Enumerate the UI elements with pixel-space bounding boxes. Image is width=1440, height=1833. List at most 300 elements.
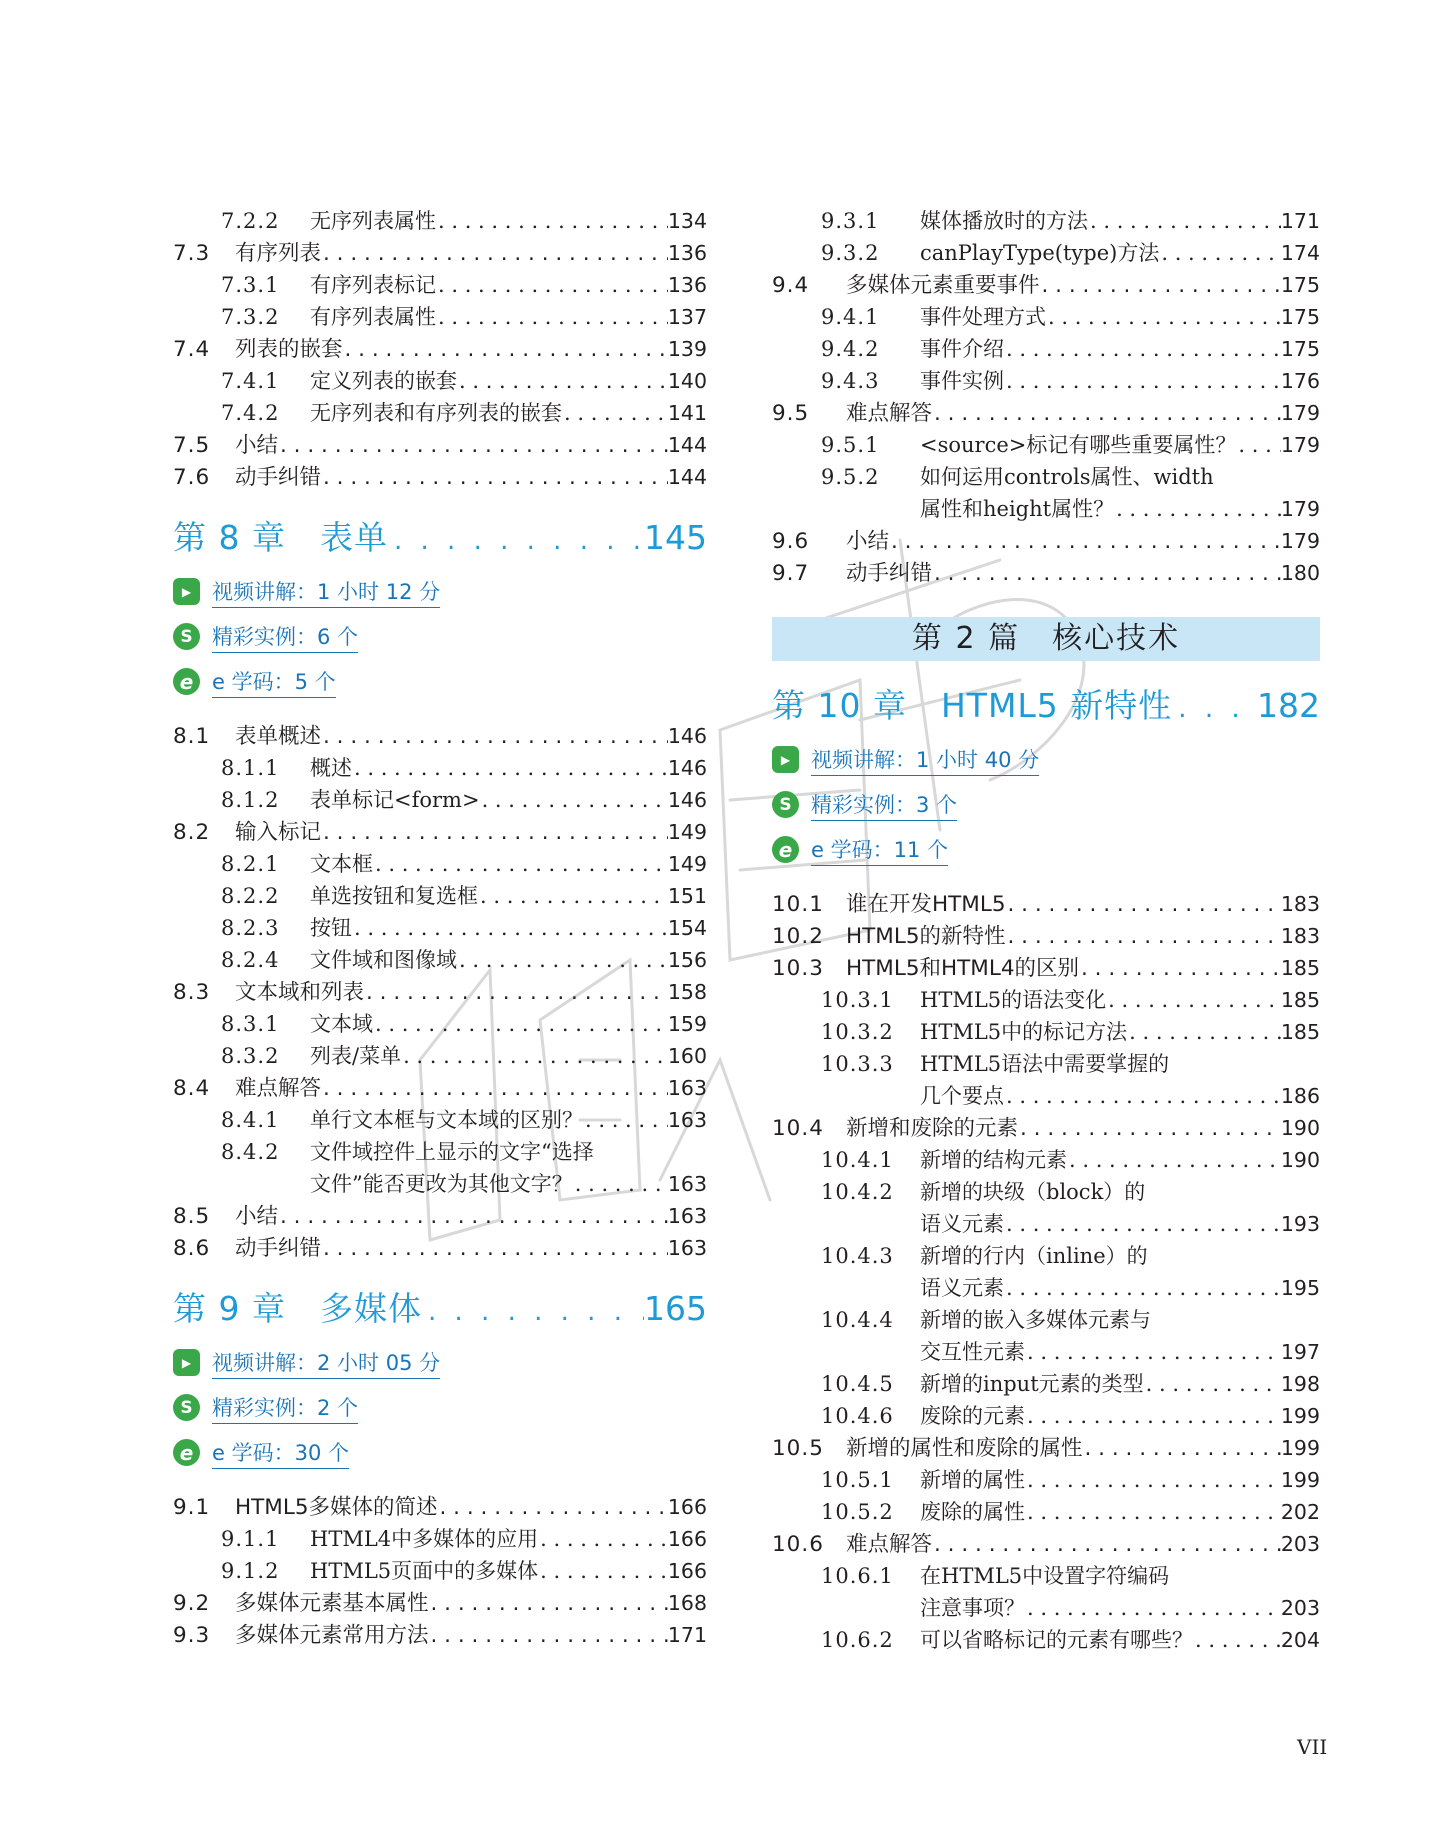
entry-number: 8.3.1 xyxy=(221,1012,280,1036)
toc-subsection-entry[interactable] xyxy=(772,1624,1320,1656)
toc-subsection-entry[interactable] xyxy=(772,1400,1320,1432)
leader-dots xyxy=(373,1008,668,1040)
toc-subsection-entry[interactable] xyxy=(772,1016,1320,1048)
entry-title: HTML5和HTML4的区别 xyxy=(846,956,1080,981)
toc-section-entry[interactable] xyxy=(173,461,707,493)
toc-subsection-entry[interactable] xyxy=(173,301,707,333)
entry-page: 175 xyxy=(1280,305,1320,329)
leader-dots xyxy=(1127,1016,1281,1048)
examples-link-label: 精彩实例：6 个 xyxy=(212,621,358,653)
chapter-page: 182 xyxy=(1257,686,1320,725)
entry-title: 表单标记<form> xyxy=(310,788,480,812)
entry-title: 动手纠错 xyxy=(235,1236,322,1261)
entry-page: 136 xyxy=(667,273,707,297)
entry-page: 166 xyxy=(667,1527,707,1551)
entry-number: 9.5.1 xyxy=(821,433,880,457)
entry-title: 单选按钮和复选框 xyxy=(310,884,478,908)
entry-number: 10.4.5 xyxy=(821,1372,894,1396)
toc-subsection-entry[interactable] xyxy=(173,784,707,816)
entry-number: 8.3 xyxy=(173,980,211,1005)
leader-dots xyxy=(1144,1368,1281,1400)
leader-dots xyxy=(457,365,668,397)
entry-number: 9.1.1 xyxy=(221,1527,280,1551)
entry-number: 8.4.2 xyxy=(221,1140,280,1164)
entry-title: 概述 xyxy=(310,756,352,780)
examples-link[interactable] xyxy=(772,782,1320,827)
part-banner: 第 2 篇 核心技术 xyxy=(772,617,1320,661)
toc-section-entry[interactable] xyxy=(173,333,707,365)
entry-title: 列表的嵌套 xyxy=(235,337,343,362)
entry-page: 146 xyxy=(667,788,707,812)
toc-subsection-entry[interactable] xyxy=(772,237,1320,269)
toc-section-entry[interactable] xyxy=(772,557,1320,589)
leader-dots xyxy=(373,848,668,880)
entry-number: 9.3 xyxy=(173,1623,211,1648)
entry-number: 7.6 xyxy=(173,465,211,490)
entry-title-continued: 几个要点 xyxy=(920,1084,1004,1108)
entry-title-continued: 属性和height属性？ xyxy=(920,497,1115,521)
entry-title: 定义列表的嵌套 xyxy=(310,369,457,393)
entry-title: 新增的属性 xyxy=(920,1468,1025,1492)
entry-title: 新增的input元素的类型 xyxy=(920,1372,1144,1396)
leader-dots xyxy=(889,526,1281,558)
entry-number: 8.4.1 xyxy=(221,1108,280,1132)
entry-number: 9.1 xyxy=(173,1495,211,1520)
toc-section-entry[interactable] xyxy=(173,237,707,269)
entry-title: 难点解答 xyxy=(846,1532,933,1557)
entry-number: 9.4 xyxy=(772,273,810,298)
entry-title: 无序列表属性 xyxy=(310,209,436,233)
examples-link[interactable] xyxy=(173,614,707,659)
entry-page: 163 xyxy=(667,1108,707,1132)
leader-dots xyxy=(583,1104,668,1136)
entry-page: 163 xyxy=(667,1076,707,1100)
leader-dots xyxy=(1083,1433,1281,1465)
entry-title: 小结 xyxy=(235,433,279,458)
chapter-resources xyxy=(173,1340,707,1475)
e-circle-icon: e xyxy=(772,836,799,863)
entry-number: 10.4.2 xyxy=(821,1180,894,1204)
entry-page: 149 xyxy=(667,852,707,876)
leader-dots xyxy=(1114,493,1281,525)
entry-number: 9.1.2 xyxy=(221,1559,280,1583)
leader-dots xyxy=(1004,1208,1281,1240)
entry-number: 7.3.2 xyxy=(221,305,280,329)
entry-number: 8.1 xyxy=(173,724,211,749)
entry-title: 动手纠错 xyxy=(846,561,933,586)
toc-subsection-entry[interactable] xyxy=(173,365,707,397)
leader-dots xyxy=(321,817,668,849)
toc-left-column xyxy=(173,205,707,1651)
toc-subsection-entry[interactable] xyxy=(772,301,1320,333)
entry-page: 144 xyxy=(667,465,707,489)
tv-play-icon: ▶ xyxy=(173,1349,200,1376)
entry-title: 小结 xyxy=(846,529,890,554)
leader-dots xyxy=(1159,237,1281,269)
entry-page: 198 xyxy=(1280,1372,1320,1396)
toc-subsection-entry[interactable] xyxy=(173,269,707,301)
entry-title: HTML5多媒体的简述 xyxy=(235,1495,438,1520)
entry-page: 163 xyxy=(667,1236,707,1260)
entry-page: 179 xyxy=(1280,497,1320,521)
entry-number: 9.3.1 xyxy=(821,209,880,233)
toc-subsection-entry[interactable] xyxy=(772,333,1320,365)
video-link[interactable] xyxy=(772,737,1320,782)
entry-page: 151 xyxy=(667,884,707,908)
leader-dots xyxy=(321,238,668,270)
leader-dots xyxy=(436,269,668,301)
entry-number: 8.2 xyxy=(173,820,211,845)
chapter-heading[interactable] xyxy=(772,679,1320,733)
entry-page: 179 xyxy=(1280,433,1320,457)
toc-subsection-entry[interactable] xyxy=(772,1496,1320,1528)
entry-title: 在HTML5中设置字符编码 xyxy=(920,1564,1170,1588)
entry-number: 10.4.1 xyxy=(821,1148,894,1172)
toc-section-entry[interactable] xyxy=(772,269,1320,301)
entry-number: 9.3.2 xyxy=(821,241,880,265)
toc-subsection-entry[interactable] xyxy=(772,365,1320,397)
entry-title: HTML5的新特性 xyxy=(846,924,1006,949)
entry-page: 202 xyxy=(1280,1500,1320,1524)
toc-subsection-entry[interactable] xyxy=(173,752,707,784)
toc-subsection-entry[interactable] xyxy=(772,1176,1320,1240)
chapter-heading[interactable] xyxy=(173,1282,707,1336)
leader-dots xyxy=(436,205,668,237)
entry-title: 新增的属性和废除的属性 xyxy=(846,1436,1083,1461)
leader-dots xyxy=(480,784,668,816)
entry-title: 事件实例 xyxy=(920,369,1004,393)
entry-number: 8.2.2 xyxy=(221,884,280,908)
chapter-leader-dots xyxy=(422,1285,644,1339)
leader-dots xyxy=(932,558,1281,590)
entry-title: <source>标记有哪些重要属性？ xyxy=(920,433,1237,457)
entry-page: 183 xyxy=(1280,924,1320,948)
entry-number: 10.1 xyxy=(772,892,824,917)
toc-section-entry[interactable] xyxy=(772,525,1320,557)
entry-title: 小结 xyxy=(235,1204,279,1229)
toc-subsection-entry[interactable] xyxy=(173,1040,707,1072)
entry-page: 199 xyxy=(1280,1468,1320,1492)
toc-section-entry[interactable] xyxy=(173,1200,707,1232)
chapter-resources xyxy=(173,569,707,704)
entry-page: 166 xyxy=(667,1495,707,1519)
examples-link-label: 精彩实例：2 个 xyxy=(212,1392,358,1424)
entry-title-continued: 文件”能否更改为其他文字？ xyxy=(310,1172,573,1196)
leader-dots xyxy=(1040,270,1281,302)
toc-section-entry[interactable] xyxy=(772,1112,1320,1144)
entry-title-continued: 语义元素 xyxy=(920,1276,1004,1300)
toc-section-entry[interactable] xyxy=(173,1587,707,1619)
entry-number: 10.5.2 xyxy=(821,1500,894,1524)
toc-subsection-entry[interactable] xyxy=(173,1136,707,1200)
toc-subsection-entry[interactable] xyxy=(173,880,707,912)
chapter-title: 第 8 章 表单 xyxy=(173,518,388,557)
entry-title: 输入标记 xyxy=(235,820,322,845)
entry-page: 159 xyxy=(667,1012,707,1036)
ecode-link[interactable] xyxy=(173,659,707,704)
entry-number: 8.6 xyxy=(173,1236,211,1261)
video-link-label: 视频讲解：1 小时 40 分 xyxy=(811,744,1039,776)
entry-title: 难点解答 xyxy=(235,1076,322,1101)
entry-number: 10.6.2 xyxy=(821,1628,894,1652)
entry-title: HTML4中多媒体的应用 xyxy=(310,1527,539,1551)
entry-page: 179 xyxy=(1280,529,1320,553)
chapter-heading[interactable] xyxy=(173,511,707,565)
entry-number: 7.3.1 xyxy=(221,273,280,297)
leader-dots xyxy=(1006,921,1281,953)
entry-title: 列表/菜单 xyxy=(310,1044,402,1068)
leader-dots xyxy=(1004,1080,1281,1112)
entry-page: 144 xyxy=(667,433,707,457)
entry-page: 136 xyxy=(667,241,707,265)
entry-number: 8.1.1 xyxy=(221,756,280,780)
toc-subsection-entry[interactable] xyxy=(173,1104,707,1136)
leader-dots xyxy=(1106,984,1281,1016)
leader-dots xyxy=(1006,889,1281,921)
toc-subsection-entry[interactable] xyxy=(772,1240,1320,1304)
entry-number: 10.3.1 xyxy=(821,988,894,1012)
entry-number: 9.4.2 xyxy=(821,337,880,361)
entry-page: 163 xyxy=(667,1204,707,1228)
leader-dots xyxy=(538,1523,668,1555)
s-circle-icon: S xyxy=(173,1394,200,1421)
toc-section-entry[interactable] xyxy=(772,920,1320,952)
leader-dots xyxy=(321,1233,668,1265)
chapter-leader-dots xyxy=(388,514,644,568)
tv-play-icon: ▶ xyxy=(173,578,200,605)
toc-subsection-entry[interactable] xyxy=(173,944,707,976)
entry-page: 156 xyxy=(667,948,707,972)
leader-dots xyxy=(1004,365,1281,397)
toc-section-entry[interactable] xyxy=(173,1619,707,1651)
entry-title: 文件域控件上显示的文字“选择 xyxy=(310,1140,594,1164)
page-number: VII xyxy=(1297,1735,1328,1759)
entry-title: 废除的属性 xyxy=(920,1500,1025,1524)
entry-title: 无序列表和有序列表的嵌套 xyxy=(310,401,562,425)
toc-section-entry[interactable] xyxy=(173,976,707,1008)
entry-page: 185 xyxy=(1280,956,1320,980)
leader-dots xyxy=(321,721,668,753)
toc-section-entry[interactable] xyxy=(173,1072,707,1104)
entry-page: 141 xyxy=(667,401,707,425)
entry-page: 140 xyxy=(667,369,707,393)
entry-page: 146 xyxy=(667,756,707,780)
leader-dots xyxy=(401,1040,668,1072)
entry-page: 149 xyxy=(667,820,707,844)
chapter-leader-dots xyxy=(1172,682,1257,736)
entry-page: 199 xyxy=(1280,1436,1320,1460)
entry-page: 203 xyxy=(1280,1596,1320,1620)
entry-title-continued: 注意事项？ xyxy=(920,1596,1025,1620)
entry-title: 新增的嵌入多媒体元素与 xyxy=(920,1308,1151,1332)
leader-dots xyxy=(278,430,668,462)
leader-dots xyxy=(478,880,668,912)
entry-page: 163 xyxy=(667,1172,707,1196)
toc-section-entry[interactable] xyxy=(173,720,707,752)
entry-title: 多媒体元素基本属性 xyxy=(235,1591,429,1616)
entry-title: 文本域 xyxy=(310,1012,373,1036)
toc-subsection-entry[interactable] xyxy=(772,205,1320,237)
entry-title: 单行文本框与文本域的区别？ xyxy=(310,1108,583,1132)
entry-title: 按钮 xyxy=(310,916,352,940)
toc-section-entry[interactable] xyxy=(173,1232,707,1264)
leader-dots xyxy=(1193,1624,1281,1656)
leader-dots xyxy=(438,1492,668,1524)
toc-subsection-entry[interactable] xyxy=(173,1555,707,1587)
entry-number: 8.2.1 xyxy=(221,852,280,876)
entry-page: 146 xyxy=(667,724,707,748)
leader-dots xyxy=(429,1620,668,1652)
entry-title: 有序列表 xyxy=(235,241,322,266)
video-link[interactable] xyxy=(173,569,707,614)
toc-subsection-entry[interactable] xyxy=(772,1368,1320,1400)
leader-dots xyxy=(573,1168,668,1200)
e-circle-icon: e xyxy=(173,668,200,695)
toc-subsection-entry[interactable] xyxy=(772,984,1320,1016)
leader-dots xyxy=(429,1588,668,1620)
entry-number: 10.4.3 xyxy=(821,1244,894,1268)
toc-subsection-entry[interactable] xyxy=(173,1523,707,1555)
leader-dots xyxy=(1079,953,1281,985)
entry-title: 新增的结构元素 xyxy=(920,1148,1067,1172)
entry-title: 表单概述 xyxy=(235,724,322,749)
entry-page: 160 xyxy=(667,1044,707,1068)
entry-page: 176 xyxy=(1280,369,1320,393)
entry-number: 7.4 xyxy=(173,337,211,362)
entry-page: 204 xyxy=(1280,1628,1320,1652)
entry-number: 9.7 xyxy=(772,561,810,586)
entry-number: 8.2.4 xyxy=(221,948,280,972)
entry-title: HTML5语法中需要掌握的 xyxy=(920,1052,1170,1076)
entry-page: 190 xyxy=(1280,1116,1320,1140)
leader-dots xyxy=(1088,205,1281,237)
leader-dots xyxy=(352,752,668,784)
entry-number: 7.4.1 xyxy=(221,369,280,393)
entry-title: HTML5中的标记方法 xyxy=(920,1020,1128,1044)
entry-title: 新增和废除的元素 xyxy=(846,1116,1019,1141)
toc-subsection-entry[interactable] xyxy=(772,429,1320,461)
toc-section-entry[interactable] xyxy=(173,429,707,461)
entry-title: 多媒体元素常用方法 xyxy=(235,1623,429,1648)
s-circle-icon: S xyxy=(772,791,799,818)
entry-title: 可以省略标记的元素有哪些？ xyxy=(920,1628,1193,1652)
entry-page: 154 xyxy=(667,916,707,940)
toc-section-entry[interactable] xyxy=(772,397,1320,429)
toc-subsection-entry[interactable] xyxy=(173,848,707,880)
video-link-label: 视频讲解：1 小时 12 分 xyxy=(212,576,440,608)
leader-dots xyxy=(1067,1144,1281,1176)
entry-number: 10.2 xyxy=(772,924,824,949)
video-link[interactable] xyxy=(173,1340,707,1385)
leader-dots xyxy=(364,977,668,1009)
toc-subsection-entry[interactable] xyxy=(772,461,1320,525)
entry-number: 10.6 xyxy=(772,1532,824,1557)
entry-title: 文本框 xyxy=(310,852,373,876)
entry-number: 9.5.2 xyxy=(821,465,880,489)
entry-title-continued: 语义元素 xyxy=(920,1212,1004,1236)
toc-subsection-entry[interactable] xyxy=(772,1304,1320,1368)
entry-page: 158 xyxy=(667,980,707,1004)
leader-dots xyxy=(343,334,668,366)
entry-number: 9.4.3 xyxy=(821,369,880,393)
toc-subsection-entry[interactable] xyxy=(173,397,707,429)
entry-page: 171 xyxy=(667,1623,707,1647)
entry-number: 10.3.3 xyxy=(821,1052,894,1076)
toc-section-entry[interactable] xyxy=(772,1432,1320,1464)
entry-title: 事件处理方式 xyxy=(920,305,1046,329)
leader-dots xyxy=(932,1529,1281,1561)
toc-subsection-entry[interactable] xyxy=(173,912,707,944)
entry-page: 197 xyxy=(1280,1340,1320,1364)
toc-section-entry[interactable] xyxy=(173,1491,707,1523)
leader-dots xyxy=(321,462,668,494)
entry-number: 7.5 xyxy=(173,433,211,458)
toc-subsection-entry[interactable] xyxy=(772,1464,1320,1496)
toc-section-entry[interactable] xyxy=(772,888,1320,920)
entry-number: 10.4.6 xyxy=(821,1404,894,1428)
entry-title: 有序列表属性 xyxy=(310,305,436,329)
entry-page: 193 xyxy=(1280,1212,1320,1236)
leader-dots xyxy=(1004,1272,1281,1304)
leader-dots xyxy=(1046,301,1281,333)
toc-subsection-entry[interactable] xyxy=(173,205,707,237)
entry-number: 9.6 xyxy=(772,529,810,554)
tv-play-icon: ▶ xyxy=(772,746,799,773)
ecode-link[interactable] xyxy=(173,1430,707,1475)
entry-number: 8.3.2 xyxy=(221,1044,280,1068)
toc-right-column xyxy=(772,205,1320,1656)
entry-page: 168 xyxy=(667,1591,707,1615)
entry-number: 8.5 xyxy=(173,1204,211,1229)
leader-dots xyxy=(1025,1336,1281,1368)
entry-number: 10.6.1 xyxy=(821,1564,894,1588)
entry-page: 203 xyxy=(1280,1532,1320,1556)
toc-subsection-entry[interactable] xyxy=(772,1144,1320,1176)
entry-title: 媒体播放时的方法 xyxy=(920,209,1088,233)
entry-title: 谁在开发HTML5 xyxy=(846,892,1006,917)
entry-page: 137 xyxy=(667,305,707,329)
entry-page: 166 xyxy=(667,1559,707,1583)
toc-section-entry[interactable] xyxy=(173,816,707,848)
ecode-link-label: e 学码：11 个 xyxy=(811,834,948,866)
toc-section-entry[interactable] xyxy=(772,952,1320,984)
e-circle-icon: e xyxy=(173,1439,200,1466)
toc-subsection-entry[interactable] xyxy=(173,1008,707,1040)
chapter-title: 第 9 章 多媒体 xyxy=(173,1289,422,1328)
entry-number: 10.3 xyxy=(772,956,824,981)
toc-section-entry[interactable] xyxy=(772,1528,1320,1560)
toc-subsection-entry[interactable] xyxy=(772,1560,1320,1624)
ecode-link-label: e 学码：5 个 xyxy=(212,666,336,698)
entry-title: 文件域和图像域 xyxy=(310,948,457,972)
chapter-resources xyxy=(772,737,1320,872)
examples-link[interactable] xyxy=(173,1385,707,1430)
entry-page: 190 xyxy=(1280,1148,1320,1172)
ecode-link[interactable] xyxy=(772,827,1320,872)
entry-title: 文本域和列表 xyxy=(235,980,365,1005)
entry-title: HTML5的语法变化 xyxy=(920,988,1107,1012)
toc-subsection-entry[interactable] xyxy=(772,1048,1320,1112)
leader-dots xyxy=(1025,1496,1281,1528)
entry-page: 186 xyxy=(1280,1084,1320,1108)
entry-title: 废除的元素 xyxy=(920,1404,1025,1428)
entry-title: 难点解答 xyxy=(846,401,933,426)
entry-title: 新增的行内（inline）的 xyxy=(920,1244,1148,1268)
entry-number: 9.2 xyxy=(173,1591,211,1616)
entry-number: 9.4.1 xyxy=(821,305,880,329)
entry-page: 134 xyxy=(667,209,707,233)
leader-dots xyxy=(1025,1400,1281,1432)
